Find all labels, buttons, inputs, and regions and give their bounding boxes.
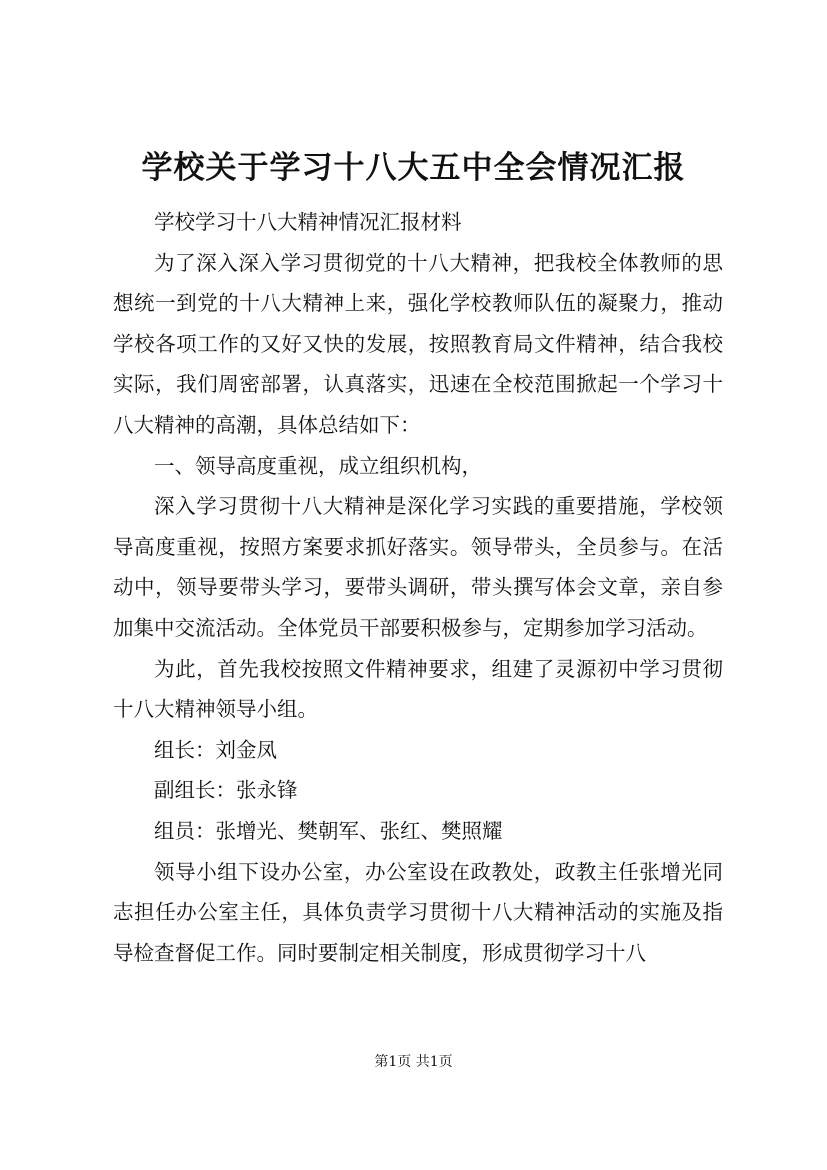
paragraph-members: 组员：张增光、樊朝军、张红、樊照耀: [154, 818, 503, 843]
document-title: 学校关于学习十八大五中全会情况汇报: [141, 150, 686, 186]
paragraph-office: 领导小组下设办公室，办公室设在政教处，政教主任张增光同志担任办公室主任，具体负责学习贯彻十八大精神活动的实施及指导检查督促工作。同时要制定相关制度，形成贯彻学习十八: [113, 859, 723, 965]
paragraph-leadership: 深入学习贯彻十八大精神是深化学习实践的重要措施，学校领导高度重视，按照方案要求抓好落实。领导带头，全员参与。在活动中，领导要带头学习，要带头调研，带头撰写体会文章，亲自参加集中交流活动。全体党员干部要积极参与，定期参加学习活动。: [113, 494, 723, 640]
page-footer: 第1页 共1页: [374, 1054, 453, 1070]
paragraph-subtitle: 学校学习十八大精神情况汇报材料: [154, 210, 462, 234]
document-body: [113, 202, 723, 973]
paragraph-group-leader: 组长：刘金凤: [154, 737, 277, 762]
paragraph-deputy-leader: 副组长：张永锋: [154, 778, 298, 803]
paragraph-group-formed: 为此，首先我校按照文件精神要求，组建了灵源初中学习贯彻十八大精神领导小组。: [113, 656, 723, 722]
paragraph-intro: 为了深入深入学习贯彻党的十八大精神，把我校全体教师的思想统一到党的十八大精神上来，强化学校教师队伍的凝聚力，推动学校各项工作的又好又快的发展，按照教育局文件精神，结合我校实际，我们周密部署，认真落实，迅速在全校范围掀起一个学习十八大精神的高潮，具体总结如下：: [113, 250, 723, 437]
paragraph-section-heading: 一、领导高度重视，成立组织机构，: [154, 453, 482, 478]
